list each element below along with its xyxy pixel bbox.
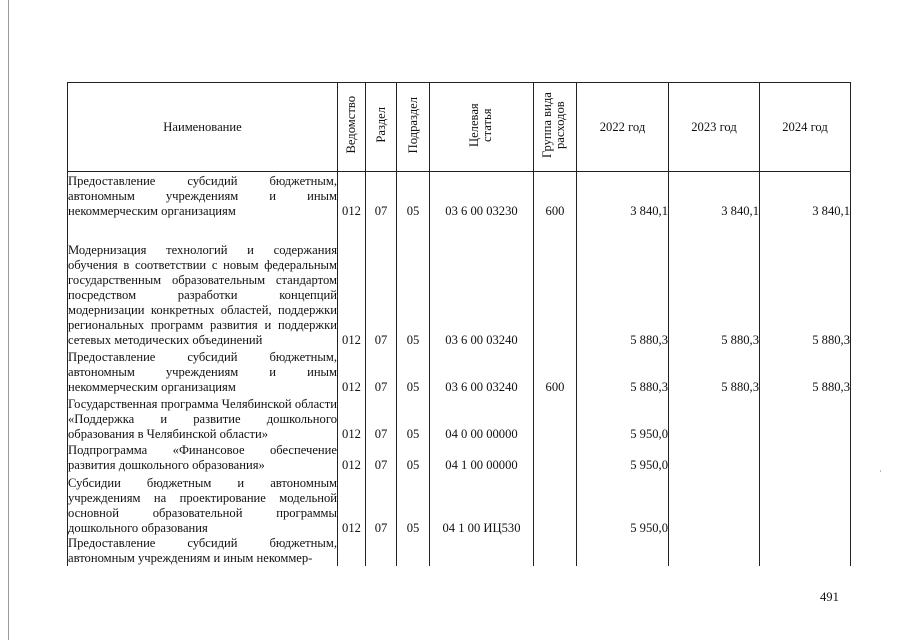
- row-razdel: [366, 536, 397, 566]
- row-2022: 5 950,0: [577, 442, 669, 473]
- row-2024: [760, 473, 851, 536]
- row-2022: 5 880,3: [577, 348, 669, 395]
- row-2023: [669, 395, 760, 442]
- row-razdel: 07: [366, 172, 397, 220]
- row-name: Предоставление субсидий бюджетным, автономным учреждениям и иным некоммер-: [68, 536, 337, 565]
- row-name: Государственная программа Челябинской области «Поддержка и развитие дошкольного образования в Челябинской области»: [68, 397, 337, 441]
- row-podrazdel: 05: [397, 442, 430, 473]
- header-2024: 2024 год: [760, 83, 851, 172]
- row-2023: [669, 536, 760, 566]
- row-gruppa: 600: [534, 172, 577, 220]
- header-razdel: Раздел: [366, 83, 397, 172]
- row-2022: 5 880,3: [577, 219, 669, 348]
- table-row: [68, 442, 851, 473]
- row-vedomstvo: 012: [338, 219, 366, 348]
- table-row: [68, 219, 851, 348]
- row-gruppa: 600: [534, 348, 577, 395]
- row-statya: 03 6 00 03240: [430, 348, 534, 395]
- header-vedomstvo: Ведомство: [338, 83, 366, 172]
- table-row: [68, 395, 851, 442]
- table-row: [68, 172, 851, 220]
- header-name: Наименование: [68, 83, 338, 172]
- row-2024: [760, 442, 851, 473]
- row-name: Предоставление субсидий бюджетным, автономным учреждениям и иным некоммерческим организациям: [68, 172, 338, 220]
- row-gruppa: [534, 536, 577, 566]
- row-2022: 3 840,1: [577, 172, 669, 220]
- header-gruppa: Группа вида расходов: [534, 83, 577, 172]
- scan-speck: [880, 470, 881, 472]
- row-vedomstvo: 012: [338, 348, 366, 395]
- table-row: [68, 473, 851, 536]
- row-vedomstvo: 012: [338, 395, 366, 442]
- row-2024: 3 840,1: [760, 172, 851, 220]
- table-row: [68, 348, 851, 395]
- row-2022: 5 950,0: [577, 395, 669, 442]
- row-statya: 04 1 00 00000: [430, 442, 534, 473]
- header-2023: 2023 год: [669, 83, 760, 172]
- header-2022: 2022 год: [577, 83, 669, 172]
- row-podrazdel: 05: [397, 172, 430, 220]
- page-margin-line: [8, 0, 9, 640]
- row-razdel: 07: [366, 473, 397, 536]
- row-razdel: 07: [366, 348, 397, 395]
- row-2024: [760, 395, 851, 442]
- row-name: Модернизация технологий и содержания обучения в соответствии с новым федеральным государственным образовательным стандартом посредством разработки концепций модернизации конкретных областей, поддержки региональных программ развития и поддержки сетевых методических объединений: [68, 219, 338, 348]
- row-podrazdel: 05: [397, 473, 430, 536]
- row-2023: 5 880,3: [669, 219, 760, 348]
- row-razdel: 07: [366, 442, 397, 473]
- row-2022: 5 950,0: [577, 473, 669, 536]
- row-name: Подпрограмма «Финансовое обеспечение развития дошкольного образования»: [68, 443, 337, 472]
- row-2024: 5 880,3: [760, 348, 851, 395]
- table-row: [68, 536, 851, 566]
- row-statya: 04 1 00 ИЦ530: [430, 473, 534, 536]
- header-statya: Целевая статья: [430, 83, 534, 172]
- header-podrazdel: Подраздел: [397, 83, 430, 172]
- row-statya: [430, 536, 534, 566]
- row-podrazdel: 05: [397, 395, 430, 442]
- table-header-row: [68, 83, 851, 172]
- row-gruppa: [534, 442, 577, 473]
- row-gruppa: [534, 219, 577, 348]
- row-2024: 5 880,3: [760, 219, 851, 348]
- row-gruppa: [534, 473, 577, 536]
- row-2023: 3 840,1: [669, 172, 760, 220]
- row-razdel: 07: [366, 395, 397, 442]
- row-2022: [577, 536, 669, 566]
- row-statya: 03 6 00 03240: [430, 219, 534, 348]
- row-razdel: 07: [366, 219, 397, 348]
- row-gruppa: [534, 395, 577, 442]
- budget-table: [67, 82, 851, 566]
- row-2023: [669, 473, 760, 536]
- row-2024: [760, 536, 851, 566]
- row-vedomstvo: 012: [338, 473, 366, 536]
- page-number: 491: [820, 590, 839, 604]
- row-podrazdel: [397, 536, 430, 566]
- row-2023: [669, 442, 760, 473]
- row-statya: 04 0 00 00000: [430, 395, 534, 442]
- row-statya: 03 6 00 03230: [430, 172, 534, 220]
- row-vedomstvo: 012: [338, 442, 366, 473]
- row-name: Субсидии бюджетным и автономным учреждениям на проектирование модельной основной образовательной программы дошкольного образования: [68, 473, 338, 536]
- row-podrazdel: 05: [397, 348, 430, 395]
- row-name: Предоставление субсидий бюджетным, автономным учреждениям и иным некоммерческим организациям: [68, 350, 337, 394]
- row-vedomstvo: [338, 536, 366, 566]
- row-2023: 5 880,3: [669, 348, 760, 395]
- row-vedomstvo: 012: [338, 172, 366, 220]
- row-podrazdel: 05: [397, 219, 430, 348]
